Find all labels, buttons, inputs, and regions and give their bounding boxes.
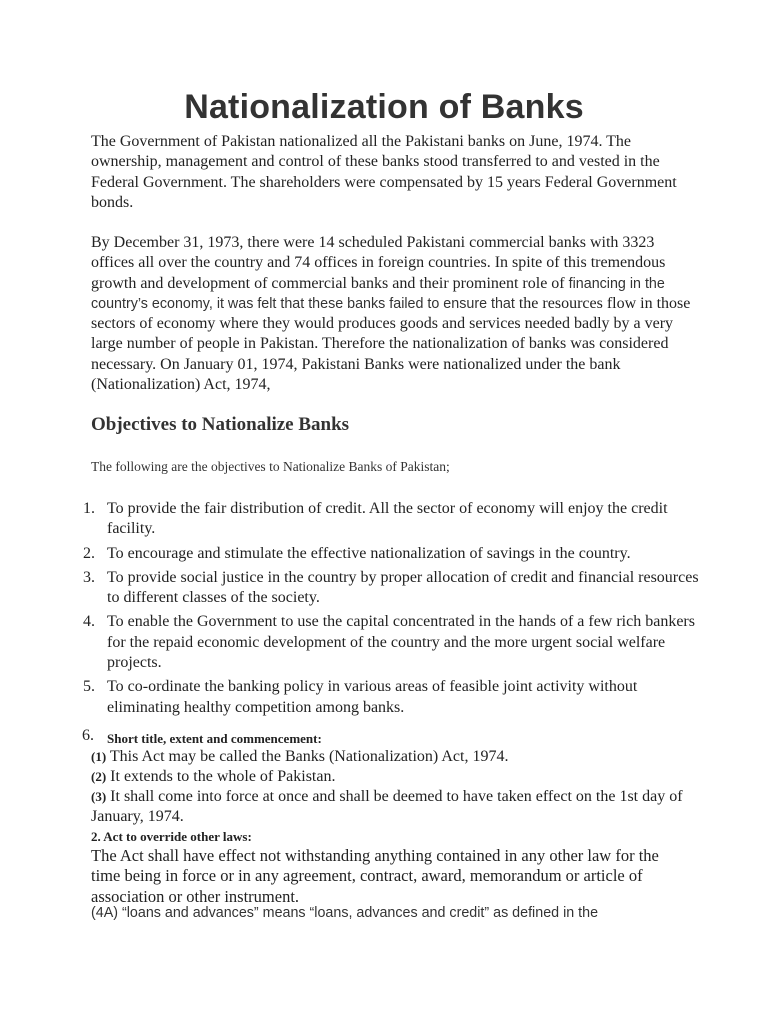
list-item-number: 2. (83, 544, 95, 562)
objectives-list (0, 499, 700, 718)
list-item-text: To enable the Government to use the capital concentrated in the hands of a few rich bankers for the repaid economic development of the country and the more urgent social welfare projects. (107, 613, 695, 672)
paragraph-2-part-3: the resources flow in those sectors of economy where they would produces goods and services needed badly by a very large number of people in Pakistan. Therefore the nationalization of banks was considered necessary. On January 01, 1974, Pakistani Banks were nationalized under the bank (Nationalization) Act, 1974, (91, 294, 691, 394)
clause-text: It extends to the whole of Pakistan. (106, 768, 336, 785)
list-item-number: 4. (83, 613, 95, 631)
clause-label: (1) (91, 749, 107, 764)
page-title: Nationalization of Banks (184, 88, 584, 126)
paragraph-2 (91, 233, 691, 395)
list-item (0, 568, 700, 609)
definition-line: (4A) “loans and advances” means “loans, advances and credit” as defined in the (91, 905, 599, 921)
paragraph-2-part-1: By December 31, 1973, there were 14 scheduled Pakistani commercial banks with 3323 offices all over the country and 74 offices in foreign countries. In spite of this tremendous growth and development of commercial banks and their prominent role of (91, 234, 666, 292)
clause-3 (91, 787, 691, 828)
paragraph-2-part-2: financing in the country’s economy, it was felt that these banks failed to ensure that (91, 275, 665, 312)
list-item (0, 544, 700, 564)
section-6-heading: Short title, extent and commencement: (107, 731, 322, 746)
objectives-heading: Objectives to Nationalize Banks (91, 414, 350, 435)
list-item-number: 5. (83, 678, 95, 696)
section-6-number: 6. (82, 727, 94, 744)
list-item-text: To encourage and stimulate the effective nationalization of savings in the country. (107, 544, 631, 562)
section-2-heading: 2. Act to override other laws: (91, 829, 252, 844)
clause-1 (91, 747, 691, 767)
clause-label: (2) (91, 769, 107, 784)
clause-label: (3) (91, 789, 107, 804)
clause-2 (91, 767, 691, 787)
list-item (0, 612, 700, 673)
clause-text: It shall come into force at once and shall be deemed to have taken effect on the 1st day of January, 1974. (91, 788, 683, 826)
list-item (0, 499, 700, 540)
list-item-number: 3. (83, 568, 95, 586)
list-item-number: 1. (83, 500, 95, 517)
list-item-text: To co-ordinate the banking policy in various areas of feasible joint activity without eliminating healthy competition among banks. (107, 678, 638, 716)
list-item (0, 677, 700, 718)
clause-text: This Act may be called the Banks (Nationalization) Act, 1974. (106, 748, 509, 765)
section-2-body: The Act shall have effect not withstanding anything contained in any other law for the time being in force or in any agreement, contract, award, memorandum or article of association or other instrument. (91, 846, 659, 906)
paragraph-1: The Government of Pakistan nationalized all the Pakistani banks on June, 1974. The ownership, management and control of these banks stood transferred to and vested in the Federal Government. The shareholders were compensated by 15 years Federal Government bonds. (91, 133, 677, 211)
list-item-text: To provide social justice in the country by proper allocation of credit and financial resources to different classes of the society. (107, 568, 699, 607)
objectives-intro: The following are the objectives to Nationalize Banks of Pakistan; (91, 459, 450, 474)
list-item-text: To provide the fair distribution of credit. All the sector of economy will enjoy the credit facility. (107, 500, 668, 538)
